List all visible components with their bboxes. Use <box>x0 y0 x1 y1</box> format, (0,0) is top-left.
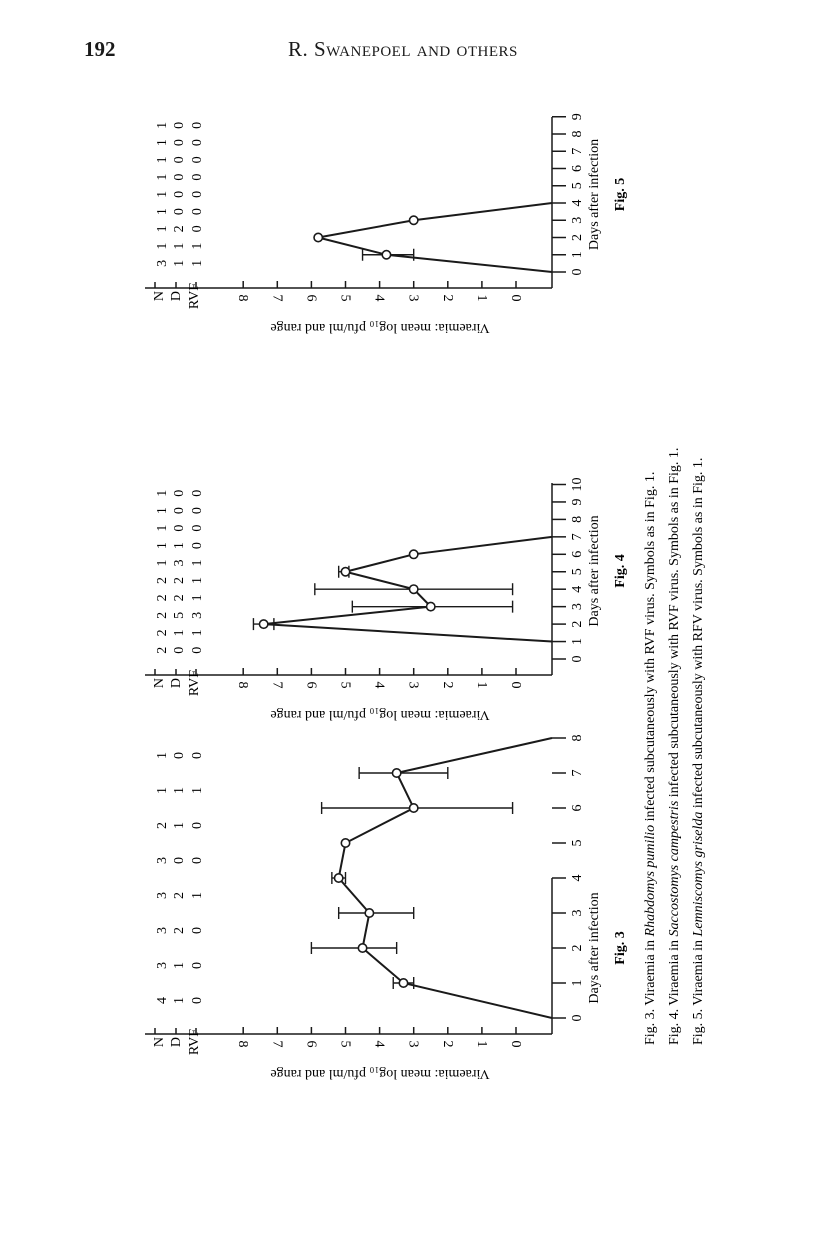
value-tick-label: 5 <box>337 681 353 689</box>
table-cell: 1 <box>172 242 188 250</box>
table-cell: 0 <box>172 121 188 129</box>
chart-4 <box>145 478 628 723</box>
table-cell: 0 <box>172 173 188 181</box>
table-cell: 0 <box>190 489 206 497</box>
y-axis-title: Viraemia: mean log₁₀ pfu/ml and range <box>270 1066 490 1081</box>
table-cell: 3 <box>155 259 171 267</box>
day-tick-label: 8 <box>570 515 586 523</box>
day-tick-label: 0 <box>570 1014 586 1022</box>
data-point <box>410 804 418 812</box>
value-tick-label: 3 <box>405 681 421 689</box>
table-cell: 1 <box>190 242 206 250</box>
table-cell: 0 <box>172 489 188 497</box>
value-tick-label: 2 <box>439 294 455 302</box>
table-cell: 1 <box>172 542 188 550</box>
table-cell: 3 <box>155 962 171 969</box>
table-cell: 0 <box>190 997 206 1004</box>
table-cell: 0 <box>190 190 206 198</box>
day-tick-label: 2 <box>570 234 586 241</box>
table-cell: 1 <box>172 259 188 267</box>
chart-5 <box>145 113 628 335</box>
row-label-d: D <box>169 1036 184 1048</box>
table-cell: 1 <box>190 787 206 794</box>
data-point <box>399 979 407 987</box>
day-tick-label: 7 <box>570 147 586 155</box>
data-point <box>410 585 418 593</box>
table-cell: 1 <box>190 559 206 567</box>
data-point <box>382 251 390 259</box>
table-cell: 5 <box>172 611 188 619</box>
table-cell: 0 <box>172 646 188 654</box>
value-tick-label: 6 <box>303 294 319 302</box>
value-tick-label: 7 <box>269 681 285 689</box>
table-cell: 0 <box>172 156 188 164</box>
day-tick-label: 4 <box>570 874 586 882</box>
chart-3 <box>145 735 628 1082</box>
row-label-d: D <box>169 290 184 302</box>
caption-species: Rhabdomys pumilio <box>643 824 658 937</box>
value-tick-label: 0 <box>508 1040 523 1048</box>
data-point <box>358 944 366 952</box>
day-tick-label: 7 <box>570 769 586 777</box>
day-tick-label: 5 <box>570 839 586 847</box>
value-tick-label: 2 <box>439 681 455 689</box>
value-tick-label: 3 <box>405 294 421 302</box>
table-cell: 1 <box>172 822 188 829</box>
day-tick-label: 3 <box>570 216 586 224</box>
value-tick-label: 1 <box>473 681 489 689</box>
x-axis-title: Days after infection <box>587 138 602 251</box>
table-cell: 2 <box>172 576 188 584</box>
caption-species: Lemniscomys griselda <box>691 811 706 937</box>
table-cell: 1 <box>172 787 188 794</box>
value-tick-label: 0 <box>508 681 523 689</box>
value-tick-label: 6 <box>303 1040 319 1048</box>
caption-fig-4 <box>667 448 682 1045</box>
table-cell: 1 <box>155 225 171 233</box>
table-cell: 1 <box>155 507 171 515</box>
day-tick-label: 7 <box>570 533 586 541</box>
table-cell: 2 <box>155 611 171 619</box>
day-tick-label: 9 <box>570 113 586 121</box>
series-line <box>318 203 552 272</box>
data-point <box>259 620 267 628</box>
figure-label: Fig. 3 <box>613 931 628 965</box>
table-cell: 2 <box>172 594 188 602</box>
value-tick-label: 4 <box>371 294 387 302</box>
y-axis-title: Viraemia: mean log₁₀ pfu/ml and range <box>270 320 490 335</box>
table-cell: 3 <box>155 892 171 899</box>
table-cell: 0 <box>190 208 206 216</box>
table-cell: 1 <box>190 259 206 267</box>
table-cell: 2 <box>155 576 171 584</box>
caption-fig-3 <box>643 472 658 1045</box>
table-cell: 0 <box>172 190 188 198</box>
table-cell: 1 <box>190 892 206 899</box>
day-tick-label: 1 <box>570 638 586 646</box>
table-cell: 1 <box>172 629 188 637</box>
day-tick-label: 9 <box>570 498 586 506</box>
table-cell: 2 <box>155 646 171 654</box>
day-tick-label: 0 <box>570 655 586 663</box>
x-axis-title: Days after infection <box>587 892 602 1004</box>
table-cell: 2 <box>172 225 188 233</box>
table-cell: 0 <box>172 208 188 216</box>
day-tick-label: 5 <box>570 182 586 190</box>
x-axis-title: Days after infection <box>587 515 602 627</box>
table-cell: 1 <box>155 156 171 164</box>
table-cell: 0 <box>190 173 206 181</box>
day-tick-label: 2 <box>570 620 586 628</box>
table-cell: 1 <box>155 524 171 532</box>
value-tick-label: 1 <box>473 1040 489 1048</box>
value-tick-label: 5 <box>337 294 353 302</box>
day-tick-label: 8 <box>570 734 586 742</box>
table-cell: 1 <box>155 752 171 759</box>
value-tick-label: 1 <box>473 294 489 302</box>
table-cell: 1 <box>155 173 171 181</box>
table-cell: 3 <box>172 559 188 567</box>
data-point <box>341 568 349 576</box>
day-tick-label: 6 <box>570 550 586 558</box>
table-cell: 0 <box>190 822 206 829</box>
value-tick-label: 6 <box>303 681 319 689</box>
value-tick-label: 8 <box>235 681 251 689</box>
data-point <box>334 874 342 882</box>
table-cell: 1 <box>155 542 171 550</box>
data-point <box>341 839 349 847</box>
table-cell: 3 <box>155 927 171 934</box>
table-cell: 2 <box>155 629 171 637</box>
day-tick-label: 5 <box>570 568 586 576</box>
value-tick-label: 4 <box>371 681 387 689</box>
day-tick-label: 1 <box>570 251 586 259</box>
caption-fig-5 <box>691 458 706 1045</box>
value-tick-label: 7 <box>269 294 285 302</box>
table-cell: 0 <box>190 225 206 233</box>
value-tick-label: 4 <box>371 1040 387 1048</box>
table-cell: 2 <box>172 927 188 934</box>
table-cell: 1 <box>155 139 171 147</box>
row-label-n: N <box>152 1036 167 1048</box>
day-tick-label: 4 <box>570 199 586 207</box>
table-cell: 1 <box>172 997 188 1004</box>
caption-suffix: infected subcutaneously with RFV virus. Symbols as in Fig. 1. <box>691 457 706 812</box>
row-label-n: N <box>152 290 167 302</box>
table-cell: 0 <box>190 752 206 759</box>
table-cell: 3 <box>190 611 206 619</box>
table-cell: 0 <box>172 524 188 532</box>
table-cell: 0 <box>172 857 188 864</box>
day-tick-label: 6 <box>570 804 586 812</box>
caption-species: Saccostomys campestris <box>667 800 682 937</box>
data-point <box>427 602 435 610</box>
table-cell: 1 <box>190 576 206 584</box>
table-cell: 4 <box>155 997 171 1004</box>
table-cell: 0 <box>190 857 206 864</box>
table-cell: 0 <box>190 156 206 164</box>
table-cell: 0 <box>190 507 206 515</box>
table-cell: 0 <box>172 507 188 515</box>
caption-prefix: Fig. 4. Viraemia in <box>667 936 682 1045</box>
data-point <box>410 550 418 558</box>
figure-label: Fig. 5 <box>613 177 628 212</box>
caption-prefix: Fig. 3. Viraemia in <box>643 936 658 1045</box>
table-cell: 0 <box>190 646 206 654</box>
table-cell: 1 <box>190 594 206 602</box>
table-cell: 1 <box>155 489 171 497</box>
table-cell: 1 <box>190 629 206 637</box>
data-point <box>314 233 322 241</box>
day-tick-label: 0 <box>570 268 586 276</box>
value-tick-label: 2 <box>439 1040 455 1048</box>
row-label-d: D <box>169 677 184 689</box>
caption-suffix: infected subcutaneously with RVF virus. Symbols as in Fig. 1. <box>643 471 658 825</box>
day-tick-label: 1 <box>570 979 586 987</box>
table-cell: 1 <box>172 962 188 969</box>
row-label-n: N <box>152 677 167 689</box>
running-head: R. Swanepoel and others <box>288 37 518 61</box>
data-point <box>410 216 418 224</box>
table-cell: 1 <box>155 121 171 129</box>
table-cell: 0 <box>190 524 206 532</box>
table-cell: 1 <box>155 787 171 794</box>
table-cell: 0 <box>190 962 206 969</box>
row-label-rvf: RVF <box>187 1028 202 1056</box>
table-cell: 1 <box>155 242 171 250</box>
table-cell: 0 <box>190 542 206 550</box>
table-cell: 1 <box>155 190 171 198</box>
table-cell: 0 <box>190 139 206 147</box>
data-point <box>392 769 400 777</box>
table-cell: 0 <box>172 752 188 759</box>
data-point <box>365 909 373 917</box>
table-cell: 0 <box>172 139 188 147</box>
day-tick-label: 2 <box>570 944 586 952</box>
day-tick-label: 10 <box>570 477 586 492</box>
table-cell: 0 <box>190 121 206 129</box>
value-tick-label: 0 <box>508 294 523 302</box>
table-cell: 2 <box>155 594 171 602</box>
table-cell: 1 <box>155 559 171 567</box>
y-axis-title: Viraemia: mean log₁₀ pfu/ml and range <box>270 707 490 722</box>
value-tick-label: 5 <box>337 1040 353 1048</box>
day-tick-label: 3 <box>570 603 586 611</box>
day-tick-label: 6 <box>570 165 586 172</box>
value-tick-label: 3 <box>405 1040 421 1048</box>
caption-prefix: Fig. 5. Viraemia in <box>691 936 706 1045</box>
row-label-rvf: RVF <box>187 669 202 697</box>
table-cell: 1 <box>155 208 171 216</box>
value-tick-label: 8 <box>235 1040 251 1048</box>
caption-suffix: infected subcutaneously with RVF virus. Symbols as in Fig. 1. <box>667 447 682 801</box>
series-line <box>339 738 552 1018</box>
table-cell: 2 <box>155 822 171 829</box>
page-number: 192 <box>84 37 116 61</box>
day-tick-label: 3 <box>570 909 586 917</box>
table-cell: 3 <box>155 857 171 864</box>
figure-label: Fig. 4 <box>613 554 628 588</box>
value-tick-label: 7 <box>269 1040 285 1048</box>
row-label-rvf: RVF <box>187 282 202 310</box>
day-tick-label: 4 <box>570 585 586 593</box>
table-cell: 0 <box>190 927 206 934</box>
table-cell: 2 <box>172 892 188 899</box>
value-tick-label: 8 <box>235 294 251 302</box>
day-tick-label: 8 <box>570 130 586 138</box>
